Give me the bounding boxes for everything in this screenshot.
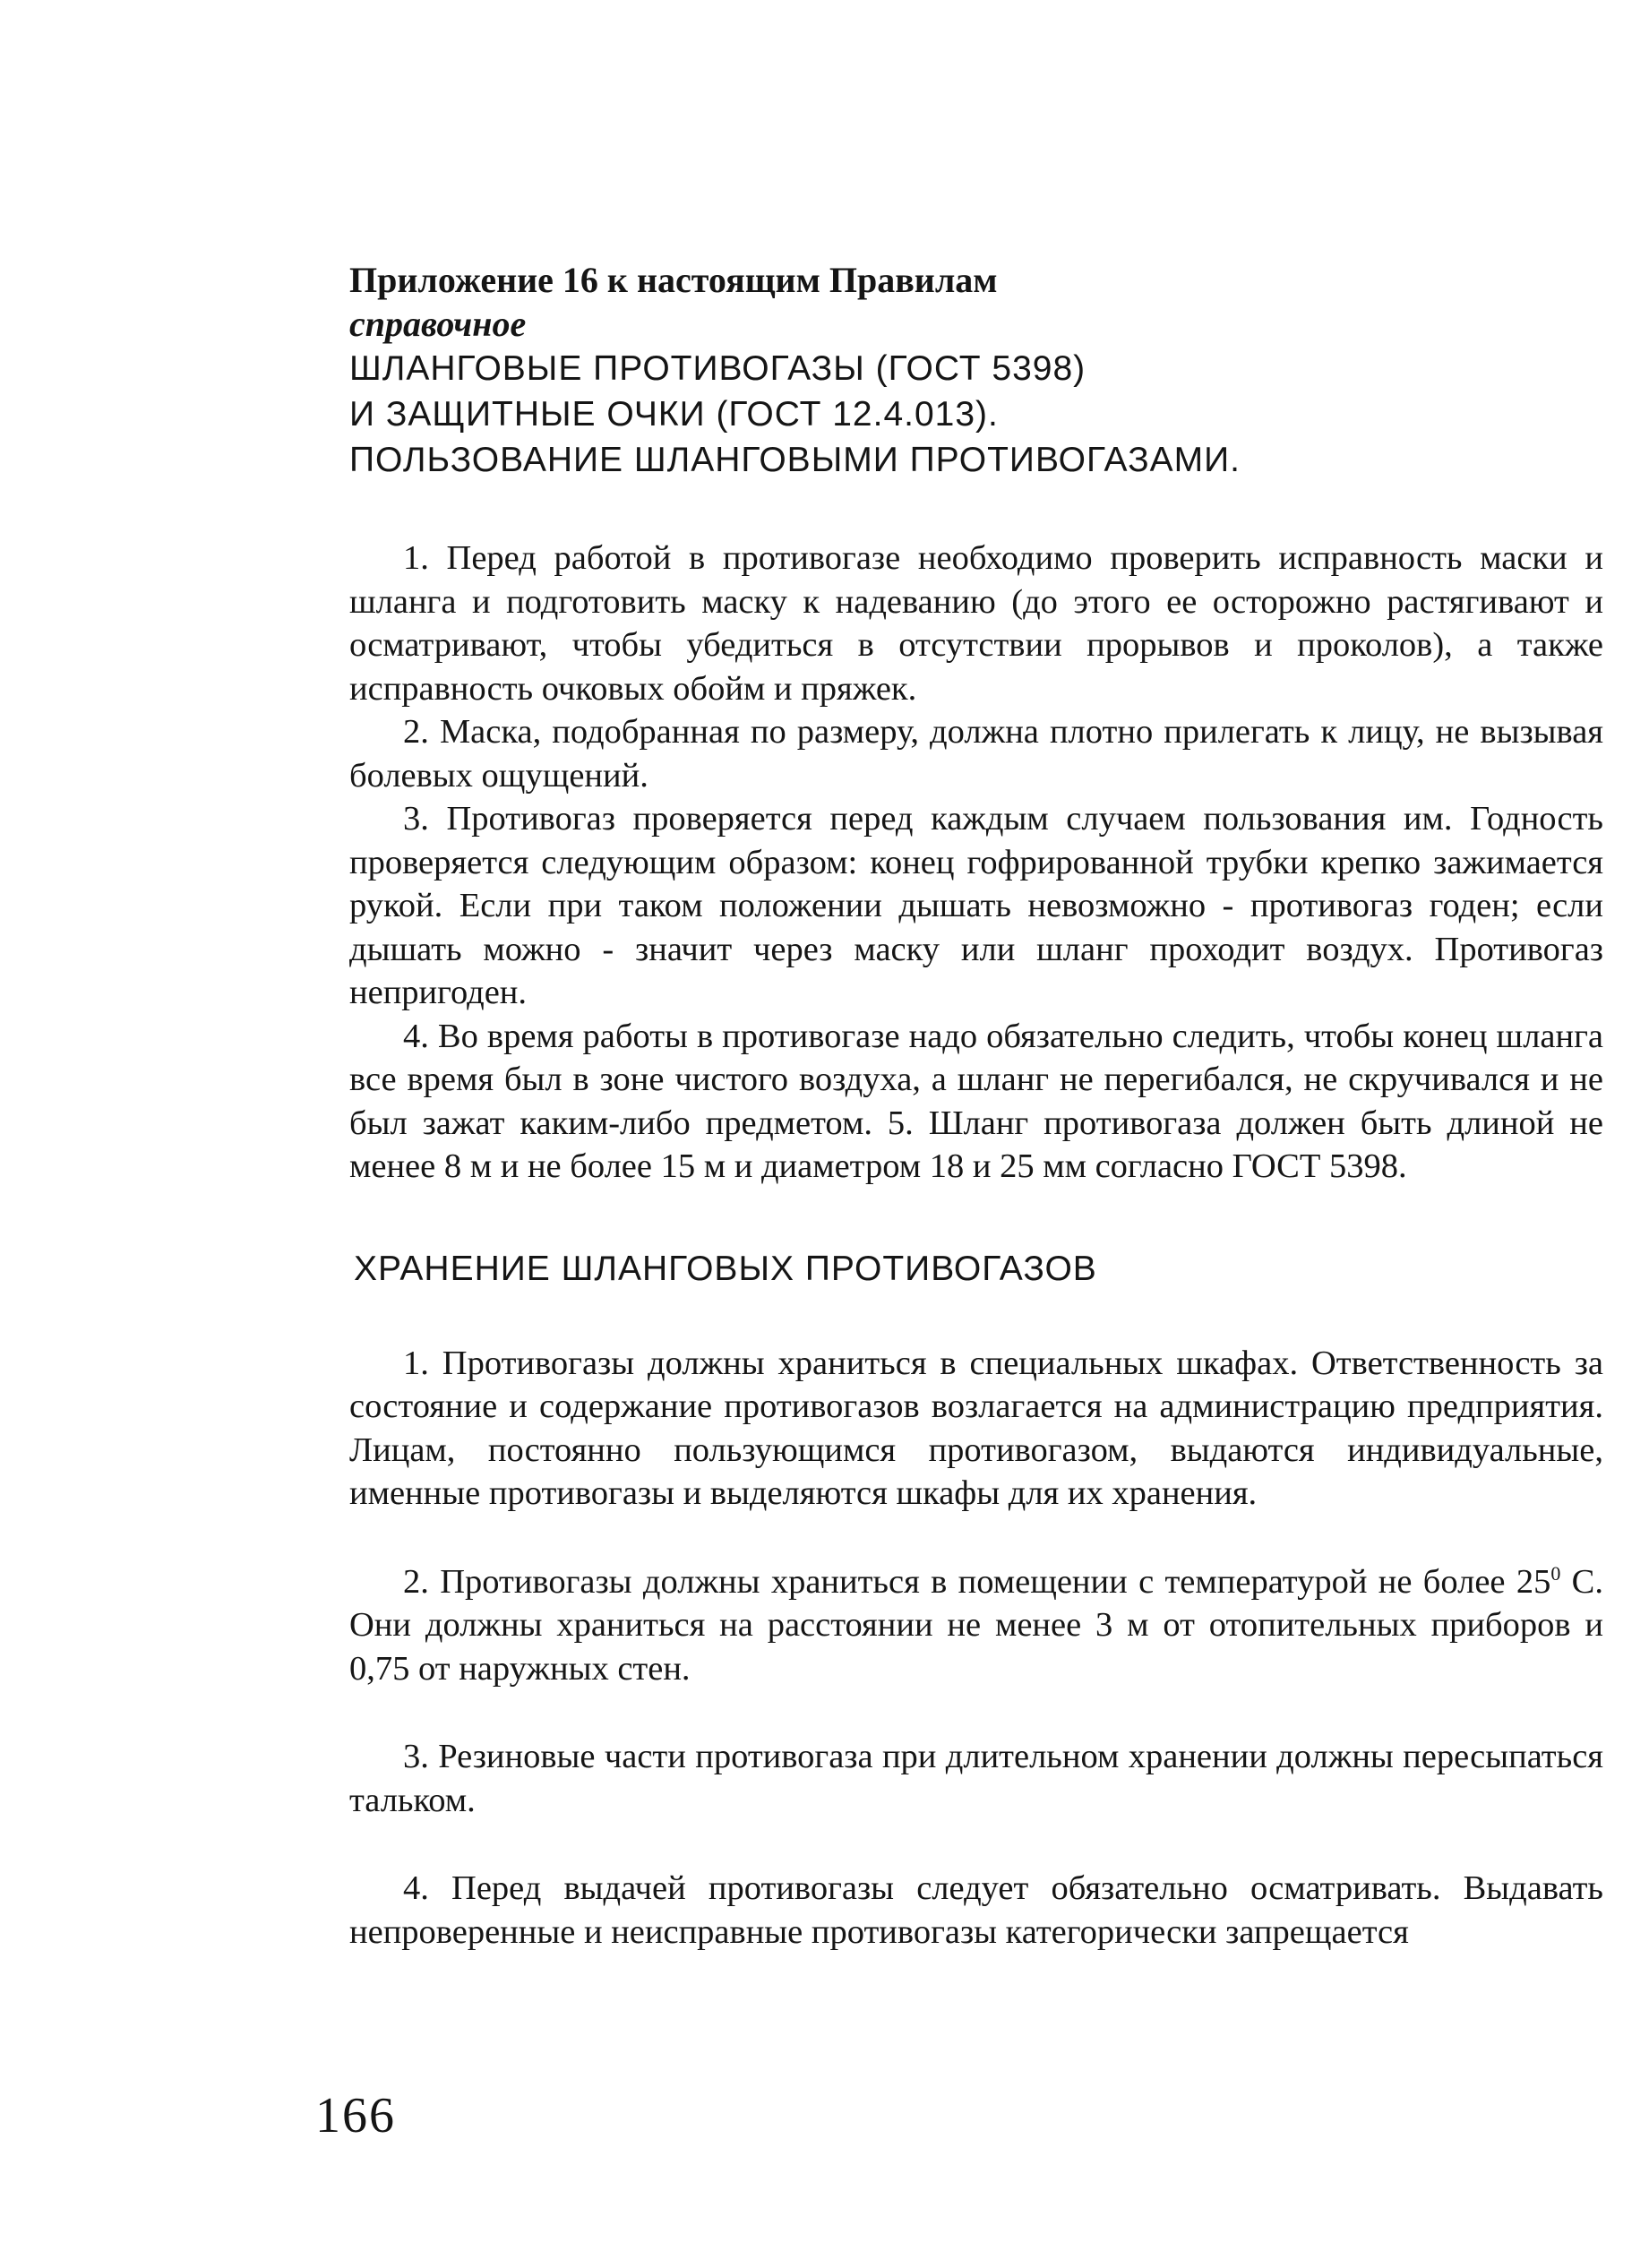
storage-paragraph-2-start: 2. Противогазы должны храниться в помещении с температурой не более 25 <box>403 1562 1551 1601</box>
storage-section <box>349 1342 1603 1954</box>
storage-paragraph-4: 4. Перед выдачей противогазы следует обязательно осматривать. Выдавать непроверенные и неисправные противогазы категорически запрещается <box>349 1869 1603 1951</box>
storage-heading: ХРАНЕНИЕ ШЛАНГОВЫХ ПРОТИВОГАЗОВ <box>354 1249 1097 1288</box>
storage-paragraph-2 <box>349 1560 1603 1691</box>
usage-paragraph-3: 3. Противогаз проверяется перед каждым случаем пользования им. Годность проверяется следующим образом: конец гофрированной трубки крепко зажимается рукой. Если при таком положении дышать невозможно - противогаз годен; если дышать можно - значит через маску или шланг проходит воздух. Противогаз непригоден. <box>349 800 1603 1011</box>
storage-paragraph-3: 3. Резиновые части противогаза при длительном хранении должны пересыпаться тальком. <box>349 1738 1603 1819</box>
reference-label: справочное <box>349 304 527 344</box>
page-content <box>349 258 1603 1954</box>
section-title-line-2: И ЗАЩИТНЫЕ ОЧКИ (ГОСТ 12.4.013). <box>349 395 999 434</box>
section-title-line-1: ШЛАНГОВЫЕ ПРОТИВОГАЗЫ (ГОСТ 5398) <box>349 349 1086 388</box>
section-title-line-3: ПОЛЬЗОВАНИЕ ШЛАНГОВЫМИ ПРОТИВОГАЗАМИ. <box>349 441 1241 479</box>
degree-superscript: 0 <box>1550 1561 1561 1585</box>
appendix-heading: Приложение 16 к настоящим Правилам <box>349 260 998 300</box>
usage-paragraph-2: 2. Маска, подобранная по размеру, должна плотно прилегать к лицу, не вызывая болевых ощущений. <box>349 713 1603 795</box>
usage-section <box>349 537 1603 1189</box>
storage-paragraph-1: 1. Противогазы должны храниться в специальных шкафах. Ответственность за состояние и содержание противогазов возлагается на администрацию предприятия. Лицам, постоянно пользующимся противогазом, выдаются индивидуальные, именные противогазы и выделяются шкафы для их хранения. <box>349 1344 1603 1512</box>
storage-paragraph-2-end: С. Они должны храниться на расстоянии не менее 3 м от отопительных приборов и 0,75 от наружных стен. <box>349 1562 1603 1688</box>
page-number: 166 <box>315 2088 396 2143</box>
usage-paragraph-1: 1. Перед работой в противогазе необходимо проверить исправность маски и шланга и подготовить маску к надеванию (до этого ее осторожно растягивают и осматривают, чтобы убедиться в отсутствии прорывов и проколов), а также исправность очковых обойм и пряжек. <box>349 539 1603 708</box>
usage-paragraph-4: 4. Во время работы в противогазе надо обязательно следить, чтобы конец шланга все время был в зоне чистого воздуха, а шланг не перегибался, не скручивался и не был зажат каким-либо предметом. 5. Шланг противогаза должен быть длиной не менее 8 м и не более 15 м и диаметром 18 и 25 мм согласно ГОСТ 5398. <box>349 1017 1603 1185</box>
